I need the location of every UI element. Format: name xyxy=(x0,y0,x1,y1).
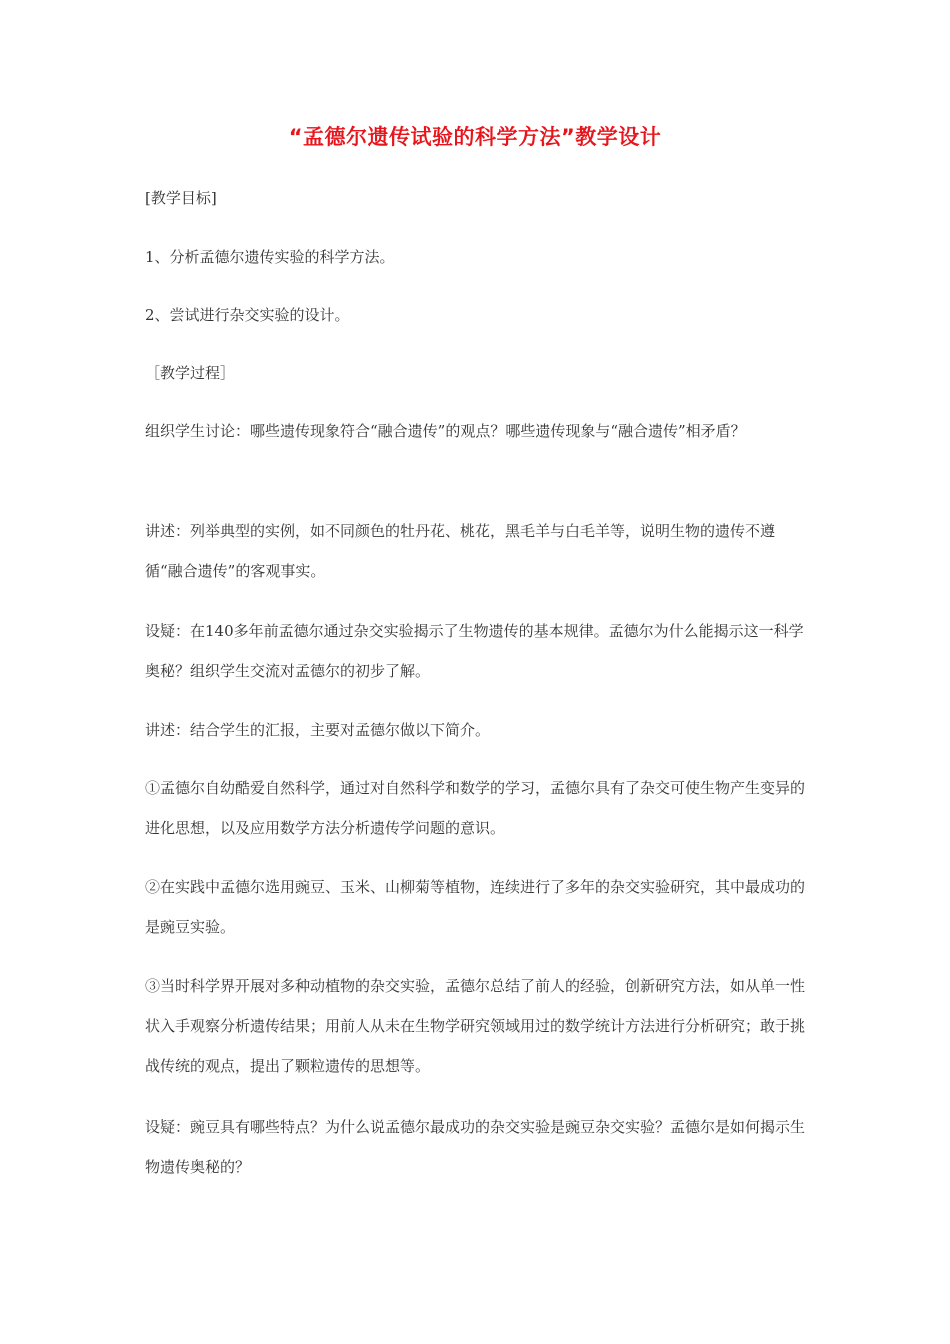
process-heading: ［教学过程］ xyxy=(145,364,236,382)
objectives-heading: [教学目标] xyxy=(145,189,217,207)
paragraph-point-2: ②在实践中孟德尔选用豌豆、玉米、山柳菊等植物，连续进行了多年的杂交实验研究，其中最成功的是豌豆实验。 xyxy=(145,878,806,936)
paragraph-lecture-intro: 讲述：结合学生的汇报，主要对孟德尔做以下简介。 xyxy=(145,721,491,739)
paragraph-question-pea: 设疑：豌豆具有哪些特点？为什么说孟德尔最成功的杂交实验是豌豆杂交实验？孟德尔是如何揭示生物遗传奥秘的？ xyxy=(145,1118,806,1176)
document-title: “孟德尔遗传试验的科学方法”教学设计 xyxy=(288,125,662,149)
paragraph-discussion: 组织学生讨论：哪些遗传现象符合“融合遗传”的观点？哪些遗传现象与“融合遗传”相矛盾？ xyxy=(145,422,746,440)
paragraph-point-1: ①孟德尔自幼酷爱自然科学，通过对自然科学和数学的学习，孟德尔具有了杂交可使生物产生变异的进化思想，以及应用数学方法分析遗传学问题的意识。 xyxy=(145,779,806,837)
objective-item-1: 1、分析孟德尔遗传实验的科学方法。 xyxy=(145,248,395,266)
paragraph-question-mendel: 设疑：在140多年前孟德尔通过杂交实验揭示了生物遗传的基本规律。孟德尔为什么能揭示这一科学奥秘？组织学生交流对孟德尔的初步了解。 xyxy=(145,622,804,680)
paragraph-lecture-examples: 讲述：列举典型的实例，如不同颜色的牡丹花、桃花，黑毛羊与白毛羊等，说明生物的遗传不遵循“融合遗传”的客观事实。 xyxy=(145,522,776,580)
objective-item-2: 2、尝试进行杂交实验的设计。 xyxy=(145,306,350,324)
paragraph-point-3: ③当时科学界开展对多种动植物的杂交实验，孟德尔总结了前人的经验，创新研究方法，如从单一性状入手观察分析遗传结果；用前人从未在生物学研究领域用过的数学统计方法进行分析研究；敢于挑战传统的观点，提出了颗粒遗传的思想等。 xyxy=(145,977,806,1075)
